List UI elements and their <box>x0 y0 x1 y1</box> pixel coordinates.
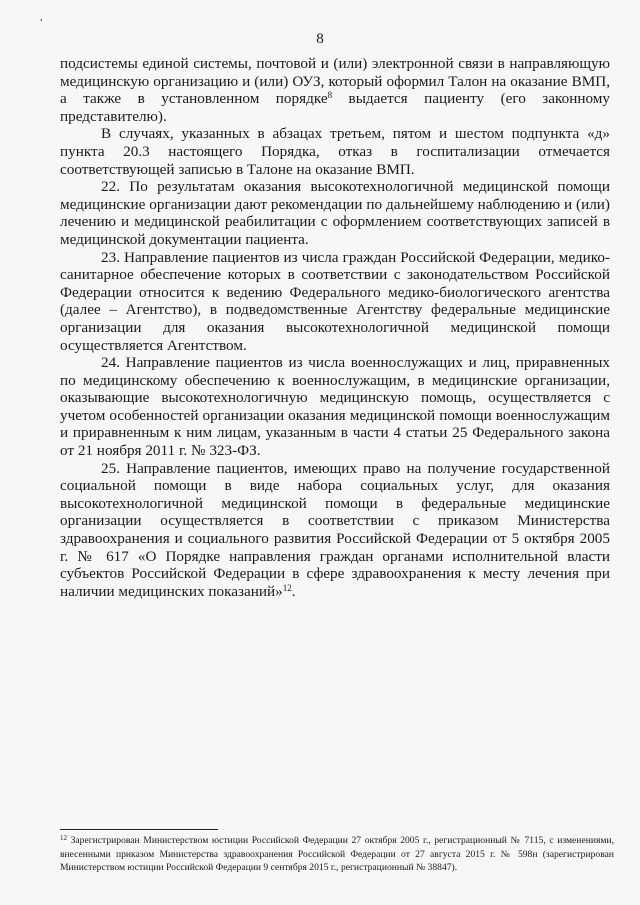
paragraph-24: 24. Направление пациентов из числа военнослужащих и лиц, приравненных по медицинскому обеспечению к военнослужащим, в медицинские организации, оказывающие высокотехнологичную медицинскую помощь, осуществляется с учетом особенностей организации оказания медицинской помощи военнослужащим и приравненным к ним лицам, указанным в части 4 статьи 25 Федерального закона от 21 ноября 2011 г. № 323-ФЗ. <box>60 354 610 460</box>
paragraph-continuation: подсистемы единой системы, почтовой и (или) электронной связи в направляющую медицинскую организацию и (или) ОУЗ, который оформил Талон на оказание ВМП, а также в установленном порядке$^8$ выдается пациенту (его законному представителю). <box>60 55 610 125</box>
footnote-marker: 12 <box>60 834 67 842</box>
footnote-ref-8: 8 <box>327 90 333 101</box>
page-number: 8 <box>316 31 324 47</box>
footnote-text: Зарегистрирован Министерством юстиции Российской Федерации 27 октября 2005 г., регистрационный № 7115, с изменениями, внесенными приказом Министерства здравоохранения Российской Федерации от 27 августа 2015 г. № 598н (зарегистрирован Министерством юстиции Российской Федерации 9 сентября 2015 г., регистрационный № 38847). <box>60 835 614 873</box>
scan-mark: , <box>40 12 43 23</box>
footnote-12 <box>60 834 614 875</box>
footnote-separator <box>60 829 218 830</box>
footnote-ref-12: 12 <box>282 582 292 593</box>
body-text <box>60 55 610 600</box>
paragraph-25: 25. Направление пациентов, имеющих право на получение государственной социальной помощи в виде набора социальных услуг, для оказания высокотехнологичной медицинской помощи в федеральные медицинские организации осуществляется в соответствии с приказом Министерства здравоохранения и социального развития Российской Федерации от 5 октября 2005 г. № 617 «О Порядке направления граждан органами исполнительной власти субъектов Российской Федерации в сфере здравоохранения к месту лечения при наличии медицинских показаний»$^{12}$. <box>60 459 610 600</box>
paragraph-22: 22. По результатам оказания высокотехнологичной медицинской помощи медицинские организации дают рекомендации по дальнейшему наблюдению и (или) лечению и медицинской реабилитации с оформлением соответствующих записей в медицинской документации пациента. <box>60 178 610 248</box>
paragraph-refusal-note: В случаях, указанных в абзацах третьем, пятом и шестом подпункта «д» пункта 20.3 настоящего Порядка, отказ в госпитализации отмечается соответствующей записью в Талоне на оказание ВМП. <box>60 125 610 178</box>
paragraph-23: 23. Направление пациентов из числа граждан Российской Федерации, медико-санитарное обеспечение которых в соответствии с законодательством Российской Федерации относится к ведению Федерального медико-биологического агентства (далее – Агентство), в подведомственные Агентству федеральные медицинские организации для оказания высокотехнологичной медицинской помощи осуществляется Агентством. <box>60 248 610 354</box>
